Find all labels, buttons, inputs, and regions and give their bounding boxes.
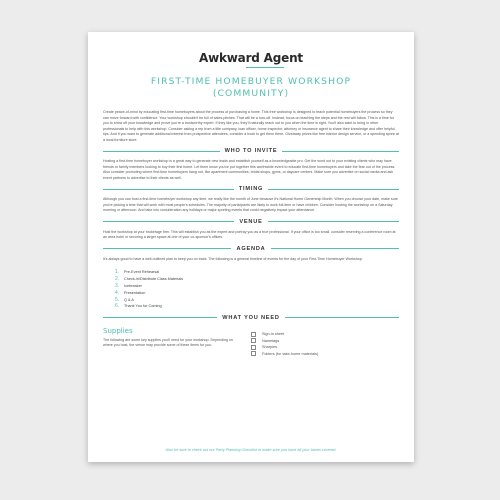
checklist-label: Sign-in sheet xyxy=(262,332,285,337)
supplies-paragraph: The following are some key supplies you'll need for your workshop. Depending on where you host, the venue may provide some of these items for you. xyxy=(103,337,233,348)
item-number: 1. xyxy=(115,269,120,276)
title-line-2: (COMMUNITY) xyxy=(212,88,290,99)
section-heading-who xyxy=(103,148,399,154)
item-label: Icebreaker xyxy=(124,283,142,288)
agenda-list xyxy=(115,269,399,310)
checklist-label: Sharpies xyxy=(262,345,277,350)
section-heading-agenda xyxy=(103,246,399,252)
section-label: VENUE xyxy=(239,218,263,225)
document-page xyxy=(88,32,414,462)
section-label: WHAT YOU NEED xyxy=(222,314,280,321)
section-label: WHO TO INVITE xyxy=(224,148,278,154)
section-label: TIMING xyxy=(238,186,264,192)
supplies-title: Supplies xyxy=(103,326,133,335)
timing-paragraph: Although you can host a first-time homebuyer workshop any time, we really like the month of June because it's National Home Ownership Month. When you choose your date, make sure you're picking a time that will work with most people's schedules. The majority of participants are likely to work full-time or have children. Consider hosting the workshop on a Saturday morning or afternoon. And take into consideration any holidays or major sporting events that could negatively impact your attendance. xyxy=(103,197,398,212)
section-heading-venue xyxy=(103,219,399,225)
footer-note: Also be sure to check out our Party Planning Checklist to make sure you have all your bases covered. xyxy=(165,448,337,452)
divider-right xyxy=(271,248,399,249)
checklist-item xyxy=(251,350,318,357)
checkbox-icon xyxy=(251,351,256,356)
divider-left xyxy=(103,317,217,318)
brand-logo: Awkward Agent xyxy=(199,51,303,65)
divider-left xyxy=(103,189,234,190)
item-label: Pre-Event Rehearsal xyxy=(124,270,160,275)
title-line-1: FIRST-TIME HOMEBUYER WORKSHOP xyxy=(150,76,352,87)
section-heading-need xyxy=(103,315,399,321)
item-label: Thank You for Coming xyxy=(124,304,162,309)
item-number: 4. xyxy=(115,289,120,296)
item-number: 3. xyxy=(115,282,120,289)
item-number: 5. xyxy=(115,296,120,303)
supplies-checklist xyxy=(251,331,318,357)
list-item xyxy=(115,276,399,283)
divider-right xyxy=(285,317,399,318)
list-item xyxy=(115,269,399,276)
item-label: Check-in/Distribute Class Materials xyxy=(124,277,184,282)
list-item xyxy=(115,296,399,303)
divider-right xyxy=(268,189,399,190)
checkbox-icon xyxy=(251,332,256,337)
checkbox-icon xyxy=(251,345,256,350)
logo-underline xyxy=(246,67,284,68)
divider-left xyxy=(103,221,234,222)
page-title xyxy=(103,76,399,100)
list-item xyxy=(115,303,399,310)
page-content xyxy=(103,32,399,357)
list-item xyxy=(115,283,399,290)
supplies-section xyxy=(103,327,399,357)
who-paragraph: Hosting a first-time homebuyer workshop is a great way to generate new leads and establish yourself as a knowledgeable pro. Get the word out to your existing clients who may have friends or family members looking to buy their first home. Let them know you've put together this worthwhile event to educate first-time homebuyers and take the fear out of the process. Also consider promoting where first-time homebuyers hang out, like apartment communities, bridal shops, gyms, or daycare centers. Make sure you advertise on social media and ask event partners to advertise to their clients as well. xyxy=(103,159,396,180)
checklist-label: Nametags xyxy=(262,338,280,343)
intro-paragraph: Create peace-of-mind by educating first-time homebuyers about the process of purchasing a home. This free workshop is designed to teach potential homebuyers the process so they can move forward with confidence. Your workshop shouldn't be full of sales-pitches. That will be a turn-off. Instead, focus on teaching the steps and the rest will follow. This is a time for you to show off your knowledge and prove you're a trustworthy expert. If they like you, they'll naturally reach out to you when the time is right. You'll also want to bring in other professionals to help with this workshop. Consider asking a rep from a title company, loan officer, home inspector, attorney or insurance agent to share their knowledge and offer helpful tips. And if you want to generate additional interest from prospective attendees, consider a hook to get them there. Giveaway prizes like free interior design service, or a spending spree at a local furniture store. xyxy=(103,110,399,142)
item-label: Q & A xyxy=(124,297,134,302)
section-heading-timing xyxy=(103,186,399,192)
divider-left xyxy=(103,151,220,152)
divider-right xyxy=(268,221,399,222)
item-label: Presentation xyxy=(124,290,146,295)
checkbox-icon xyxy=(251,338,256,343)
section-label: AGENDA xyxy=(236,245,266,252)
agenda-paragraph: It's always good to have a well-outlined plan to keep you on track. The following is a general timeline of events for the day of your First-Time Homebuyer Workshop. xyxy=(103,256,363,261)
divider-right xyxy=(282,151,399,152)
list-item xyxy=(115,289,399,296)
supplies-description xyxy=(103,327,243,357)
item-number: 6. xyxy=(115,303,120,310)
venue-paragraph: Host the workshop at your brokerage firm. This will establish you as the expert and portray you as a true professional. If your office is too small, consider reserving a conference room at an area hotel or securing a larger space at one of your co-sponsor's offices. xyxy=(103,229,396,239)
divider-left xyxy=(103,248,231,249)
checklist-label: Folders (for take-home materials) xyxy=(262,351,319,356)
item-number: 2. xyxy=(115,276,120,283)
